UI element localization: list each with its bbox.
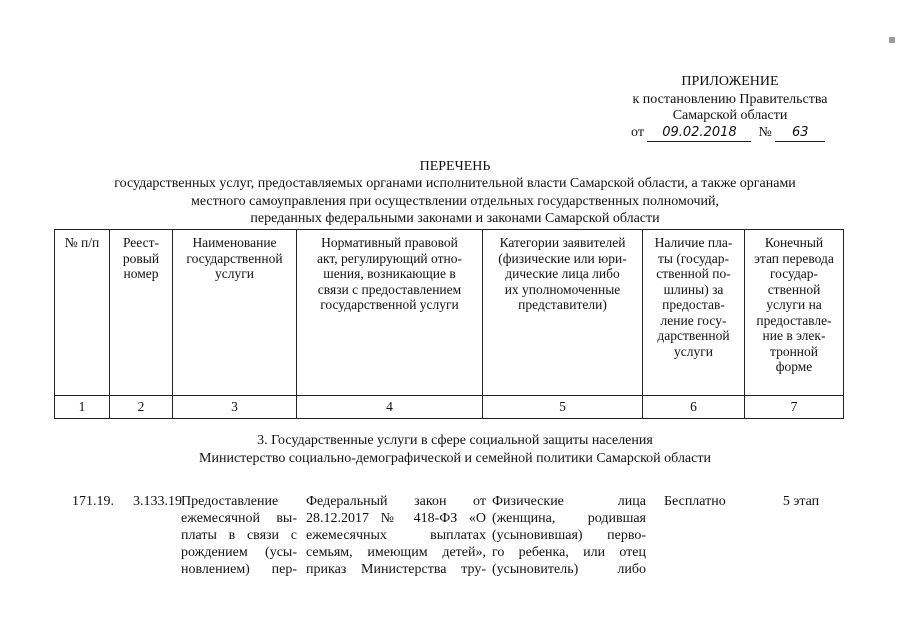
table-header-row [55,230,844,396]
list-title: ПЕРЕЧЕНЬ [419,159,491,174]
list-subtitle-1: государственных услуг, предоставляемых органами исполнительной власти Самарской области, а также органами [114,176,796,191]
column-number: 5 [483,396,643,419]
cell-line: (усыновившая) перво- [492,528,646,543]
cell-line: платы в связи с [181,528,297,543]
header-line: услуги [215,266,254,281]
header-cell [643,230,745,396]
header-line: этап перевода [754,250,834,266]
cell-line: (усыновитель) либо [492,562,646,577]
header-line: Наименование [192,235,277,250]
cell-line: семьям, имеющим детей», [306,545,486,560]
header-line: номер [123,266,159,281]
column-number: 4 [297,396,483,419]
header-line: дарственной [657,328,730,343]
row-service-name [181,493,297,578]
cell-line: Предоставление [181,494,279,509]
cell-line: ежемесячной вы- [181,511,297,526]
row-applicant-category [492,493,646,578]
header-line: ние в элек- [762,328,826,343]
header-line: Наличие пла- [654,235,733,250]
header-cell [110,230,173,396]
header-line: предоставле- [756,312,832,328]
header-line: Конечный [764,235,824,250]
header-line: государственной услуги [320,297,459,312]
header-line: ление госу- [660,312,727,328]
header-line: шения, возникающие в [323,266,456,281]
column-number: 3 [173,396,297,419]
header-line: связи с предоставлением [317,281,462,297]
header-cell [297,230,483,396]
header-line: № п/п [64,235,100,250]
handwritten-number: 63 [775,125,825,142]
column-number: 2 [110,396,173,419]
row-index: 171.19. [72,494,114,509]
column-number: 7 [745,396,844,419]
row-fee: Бесплатно [664,494,726,509]
cell-line: 28.12.2017 № 418-ФЗ «О [306,511,486,526]
header-line: Реест- [122,235,160,250]
header-line: ровый [122,250,160,266]
header-line: предостав- [662,297,725,312]
header-line: (физические или юри- [498,250,627,266]
header-line: тронной [770,343,818,359]
header-cell [173,230,297,396]
handwritten-date: 09.02.2018 [647,125,751,142]
corner-mark [889,37,895,43]
number-label: № [758,125,772,140]
appendix-title: ПРИЛОЖЕНИЕ [681,74,779,89]
cell-line: Федеральный закон от [306,494,486,509]
appendix-date-line [631,124,825,142]
header-line: форме [775,359,813,374]
list-subtitle-3: переданных федеральными законами и законами Самарской области [250,211,660,226]
cell-line: новлением) пер- [181,562,297,577]
cell-line: рождением (усы- [181,545,297,560]
header-line: ственной по- [656,266,731,281]
header-cell [745,230,844,396]
appendix-line-2: Самарской области [672,108,788,123]
header-cell [55,230,110,396]
header-line: их уполномоченные [504,281,621,297]
cell-line: (женщина, родившая [492,511,646,526]
section-title: 3. Государственные услуги в сфере социальной защиты населения [257,433,653,448]
cell-line: приказ Министерства тру- [306,562,486,577]
services-table [54,229,844,419]
from-label: от [631,125,644,140]
cell-line: ежемесячных выплатах [306,528,486,543]
row-stage: 5 этап [782,494,820,509]
header-line: дические лица либо [505,266,620,281]
header-line: государ- [769,266,819,281]
appendix-line-1: к постановлению Правительства [632,92,828,107]
header-line: представители) [518,297,607,312]
header-line: услуги [674,343,713,359]
header-line: Категории заявителей [499,235,626,250]
row-legal-act [306,493,486,578]
header-line: государственной [186,250,283,266]
cell-line: го ребенка, или отец [492,545,646,560]
header-line: акт, регулирующий отно- [317,250,462,266]
cell-line: Физические лица [492,494,646,509]
header-line: услуги на [766,297,822,312]
header-line: Нормативный правовой [321,235,458,250]
column-number: 6 [643,396,745,419]
column-number-row [55,396,844,419]
row-registry-number: 3.133.19 [133,494,182,509]
list-subtitle-2: местного самоуправления при осуществлении отдельных государственных полномочий, [190,194,720,209]
column-number: 1 [55,396,110,419]
header-line: ственной [767,281,821,297]
header-line: шлины) за [663,281,724,297]
header-cell [483,230,643,396]
header-line: ты (государ- [658,250,729,266]
ministry-title: Министерство социально-демографической и семейной политики Самарской области [199,451,711,466]
